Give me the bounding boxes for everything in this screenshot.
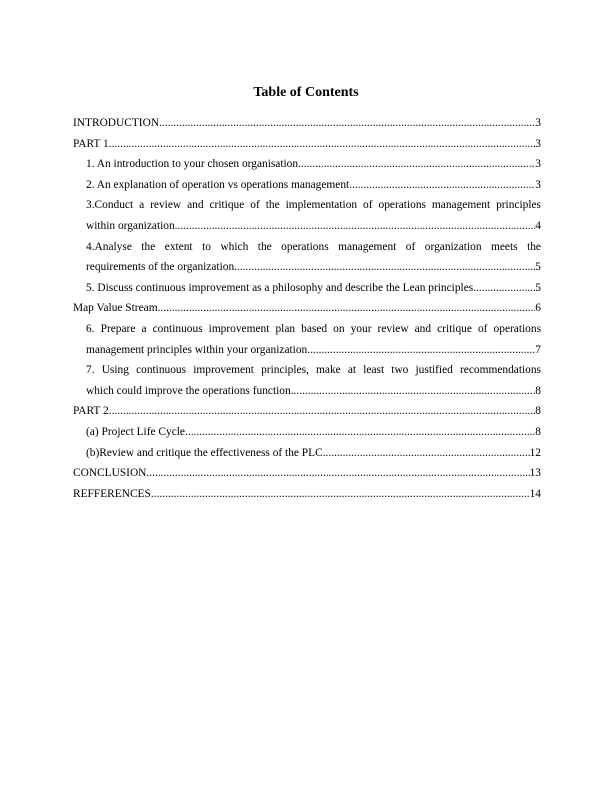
dot-leader bbox=[160, 298, 535, 319]
toc-entry-label: (b)Review and critique the effectiveness of the PLC bbox=[86, 446, 323, 459]
dot-leader bbox=[109, 401, 536, 422]
dot-leader bbox=[159, 113, 535, 134]
toc-entry-part-2[interactable] bbox=[73, 401, 541, 422]
toc-entry-label-line1: 3.Conduct a review and critique of the implementation of operations management principles bbox=[86, 199, 541, 212]
toc-entry-label: CONCLUSION bbox=[73, 467, 147, 480]
toc-entry-label-line2: within organization. bbox=[86, 219, 178, 232]
toc-entry-label: (a) Project Life Cycle bbox=[86, 425, 185, 438]
dot-leader bbox=[298, 154, 535, 175]
dot-leader bbox=[237, 257, 535, 278]
toc-page-number: 3 bbox=[535, 158, 541, 171]
toc-page-number: 7 bbox=[535, 343, 541, 356]
toc-entry-introduction[interactable] bbox=[73, 113, 541, 134]
toc-page-number: 3 bbox=[535, 178, 541, 191]
toc-entry-label-line2: requirements of the organization. bbox=[86, 261, 237, 274]
toc-page-number: 8 bbox=[535, 405, 541, 418]
toc-entry-label: INTRODUCTION bbox=[73, 117, 160, 129]
toc-entry-analyse-extent[interactable] bbox=[73, 237, 541, 278]
dot-leader bbox=[146, 463, 529, 484]
dot-leader bbox=[109, 134, 536, 155]
toc-entry-project-life-cycle[interactable] bbox=[73, 422, 541, 443]
dot-leader bbox=[178, 216, 536, 237]
toc-page-number: 12 bbox=[529, 446, 541, 459]
toc-page-number: 3 bbox=[535, 137, 541, 150]
toc-entry-label-line1: 7. Using continuous improvement principles, make at least two justified recommendations bbox=[86, 364, 541, 377]
toc-entry-recommendations[interactable] bbox=[73, 360, 541, 401]
toc-title: Table of Contents bbox=[253, 85, 359, 100]
toc-page-number: 5 bbox=[535, 281, 541, 294]
table-of-contents bbox=[73, 113, 541, 504]
toc-entry-label: 5. Discuss continuous improvement as a philosophy and describe the Lean principles. bbox=[86, 281, 477, 294]
toc-entry-continuous-improvement[interactable] bbox=[73, 278, 541, 299]
toc-entry-conclusion[interactable] bbox=[73, 463, 541, 484]
toc-page-number: 14 bbox=[529, 487, 541, 500]
toc-entry-operation-vs-management[interactable] bbox=[73, 175, 541, 196]
toc-entry-map-value-stream[interactable] bbox=[73, 298, 541, 319]
toc-page-number: 8 bbox=[535, 425, 541, 438]
toc-entry-label-line1: 6. Prepare a continuous improvement plan based on your review and critique of operations bbox=[86, 322, 541, 335]
toc-entry-label: PART 1 bbox=[73, 137, 109, 150]
toc-page-number: 4 bbox=[535, 219, 541, 232]
toc-entry-chosen-organisation[interactable] bbox=[73, 154, 541, 175]
toc-entry-label: Map Value Stream. bbox=[73, 302, 161, 315]
toc-entry-improvement-plan[interactable] bbox=[73, 319, 541, 360]
toc-entry-references[interactable] bbox=[73, 484, 541, 505]
toc-page-number: 8 bbox=[535, 384, 541, 397]
toc-entry-review-critique[interactable] bbox=[73, 195, 541, 236]
dot-leader bbox=[151, 484, 530, 505]
toc-page-number: 3 bbox=[535, 117, 541, 129]
dot-leader bbox=[294, 381, 536, 402]
toc-page-number: 5 bbox=[535, 261, 541, 274]
toc-entry-review-plc[interactable] bbox=[73, 443, 541, 464]
toc-entry-label: 2. An explanation of operation vs operations management bbox=[86, 178, 350, 191]
dot-leader bbox=[476, 278, 535, 299]
toc-entry-label: PART 2 bbox=[73, 405, 109, 418]
dot-leader bbox=[185, 422, 535, 443]
toc-entry-part-1[interactable] bbox=[73, 134, 541, 155]
toc-page-number: 6 bbox=[535, 302, 541, 315]
toc-entry-label-line1: 4.Analyse the extent to which the operations management of organization meets the bbox=[86, 240, 541, 253]
dot-leader bbox=[323, 443, 530, 464]
toc-entry-label: REFFERENCES bbox=[73, 487, 151, 500]
dot-leader bbox=[349, 175, 535, 196]
toc-entry-label: 1. An introduction to your chosen organisation bbox=[86, 158, 299, 171]
toc-page-number: 13 bbox=[529, 467, 541, 480]
toc-entry-label-line2: management principles within your organization. bbox=[86, 343, 311, 356]
dot-leader bbox=[310, 340, 535, 361]
toc-entry-label-line2: which could improve the operations function. bbox=[86, 384, 294, 397]
